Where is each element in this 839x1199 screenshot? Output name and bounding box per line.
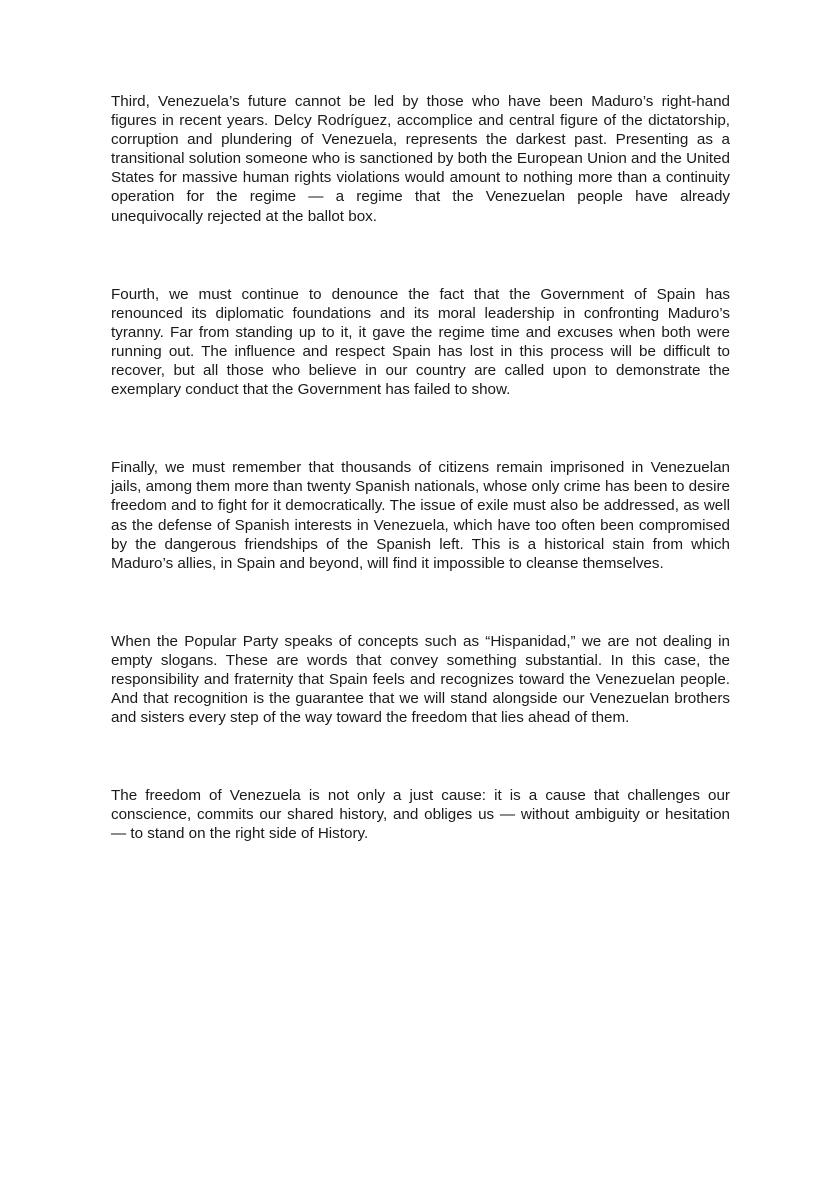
paragraph-third-point: Third, Venezuela’s future cannot be led by those who have been Maduro’s right-hand figures in recent years. Delcy Rodríguez, accomplice and central figure of the dictatorship, corruption and plundering of Venezuela, represents the darkest past. Presenting as a transitional solution someone who is sanctioned by both the European Union and the United States for massive human rights violations would amount to nothing more than a continuity operation for the regime — a regime that the Venezuelan people have already unequivocally rejected at the ballot box. [111,93,730,225]
paragraph-final-point: Finally, we must remember that thousands of citizens remain imprisoned in Venezuelan jails, among them more than twenty Spanish nationals, whose only crime has been to desire freedom and to fight for it democratically. The issue of exile must also be addressed, as well as the defense of Spanish interests in Venezuela, which have too often been compromised by the dangerous friendships of the Spanish left. This is a historical stain from which Maduro’s allies, in Spain and beyond, will find it impossible to cleanse themselves. [111,459,730,572]
document-body [111,92,730,844]
paragraph-hispanidad: When the Popular Party speaks of concepts such as “Hispanidad,” we are not dealing in empty slogans. These are words that convey something substantial. In this case, the responsibility and fraternity that Spain feels and recognizes toward the Venezuelan people. And that recognition is the guarantee that we will stand alongside our Venezuelan brothers and sisters every step of the way toward the freedom that lies ahead of them. [111,632,730,727]
paragraph-fourth-point: Fourth, we must continue to denounce the fact that the Government of Spain has renounced its diplomatic foundations and its moral leadership in confronting Maduro’s tyranny. Far from standing up to it, it gave the regime time and excuses when both were running out. The influence and respect Spain has lost in this process will be difficult to recover, but all those who believe in our country are called upon to demonstrate the exemplary conduct that the Government has failed to show. [111,285,730,399]
paragraph-conclusion: The freedom of Venezuela is not only a just cause: it is a cause that challenges our conscience, commits our shared history, and obliges us — without ambiguity or hesitation — to stand on the right side of History. [111,787,730,843]
